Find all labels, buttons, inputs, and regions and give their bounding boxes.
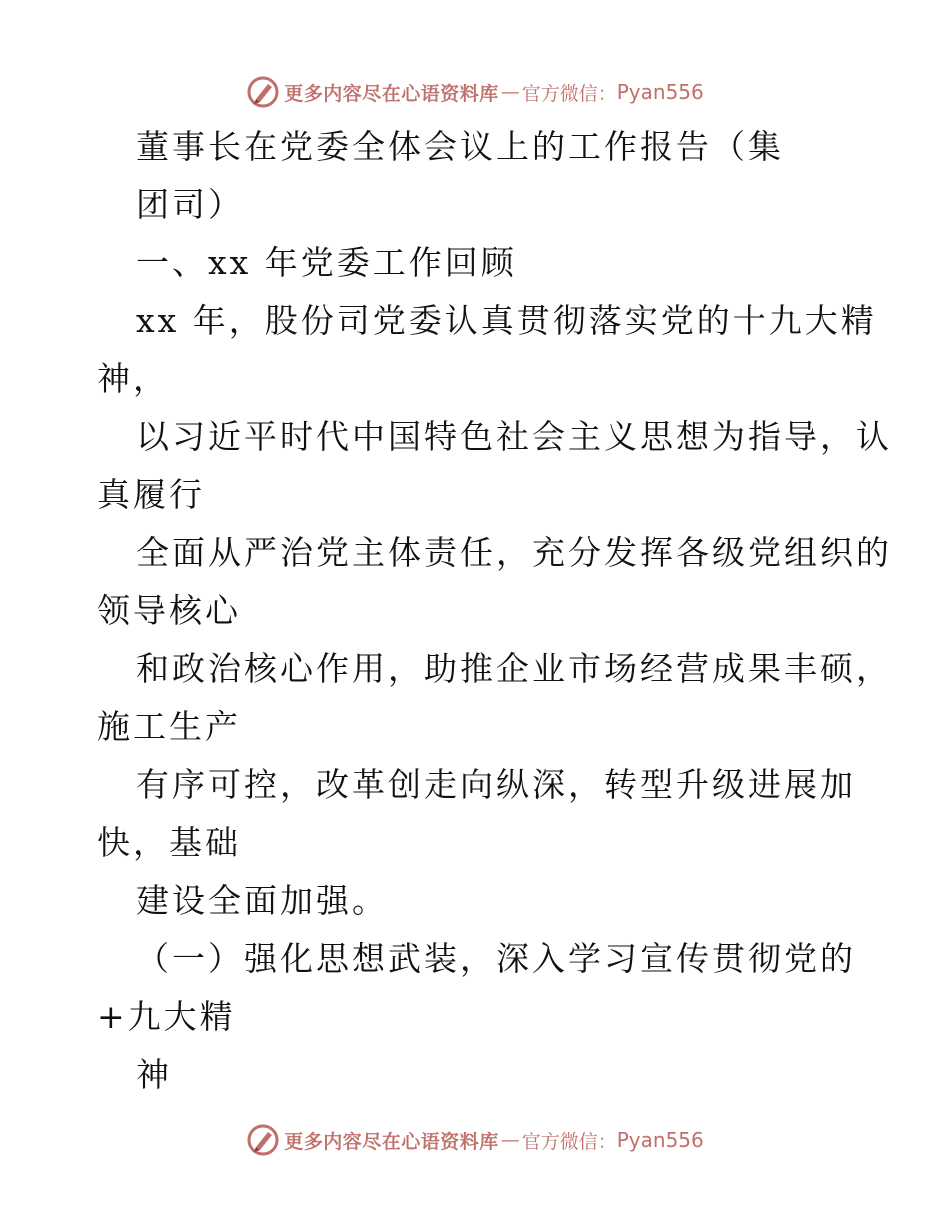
subsection-heading-cont: 神 xyxy=(136,1055,172,1094)
banner-wechat-id: Pyan556 xyxy=(616,80,704,104)
section-heading: 一、xx 年党委工作回顾 xyxy=(136,243,517,282)
banner-text: 更多内容尽在心语资料库 xyxy=(284,82,499,105)
banner-wechat-id: Pyan556 xyxy=(616,1128,704,1152)
pen-logo-icon xyxy=(246,1123,280,1157)
banner-label: 官方微信： xyxy=(521,82,617,105)
banner-dash: — xyxy=(500,81,520,103)
paragraph-line: 快，基础 xyxy=(97,823,241,862)
paragraph-line: 神， xyxy=(97,359,169,398)
paragraph-line: 真履行 xyxy=(97,475,205,514)
paragraph-line: 以习近平时代中国特色社会主义思想为指导，认 xyxy=(136,417,892,456)
banner-dash: — xyxy=(500,1129,520,1151)
paragraph-line: 有序可控，改革创走向纵深，转型升级进展加 xyxy=(136,765,856,804)
pen-logo-icon xyxy=(246,75,280,109)
paragraph-line: 施工生产 xyxy=(97,707,241,746)
subsection-heading: （一）强化思想武装，深入学习宣传贯彻党的 xyxy=(136,939,856,978)
paragraph-line: xx 年，股份司党委认真贯彻落实党的十九大精 xyxy=(136,301,877,340)
paragraph-line: 全面从严治党主体责任，充分发挥各级党组织的 xyxy=(136,533,892,572)
paragraph-line: 建设全面加强。 xyxy=(136,881,388,920)
footer-banner xyxy=(0,1120,950,1160)
banner-label: 官方微信： xyxy=(521,1130,617,1153)
doc-title-line-2: 团司） xyxy=(136,185,244,224)
banner-text: 更多内容尽在心语资料库 xyxy=(284,1130,499,1153)
subsection-heading-cont: +九大精 xyxy=(97,997,236,1036)
doc-title-line-1: 董事长在党委全体会议上的工作报告（集 xyxy=(136,127,784,166)
paragraph-line: 和政治核心作用，助推企业市场经营成果丰硕， xyxy=(136,649,892,688)
paragraph-line: 领导核心 xyxy=(97,591,241,630)
header-banner xyxy=(0,72,950,112)
